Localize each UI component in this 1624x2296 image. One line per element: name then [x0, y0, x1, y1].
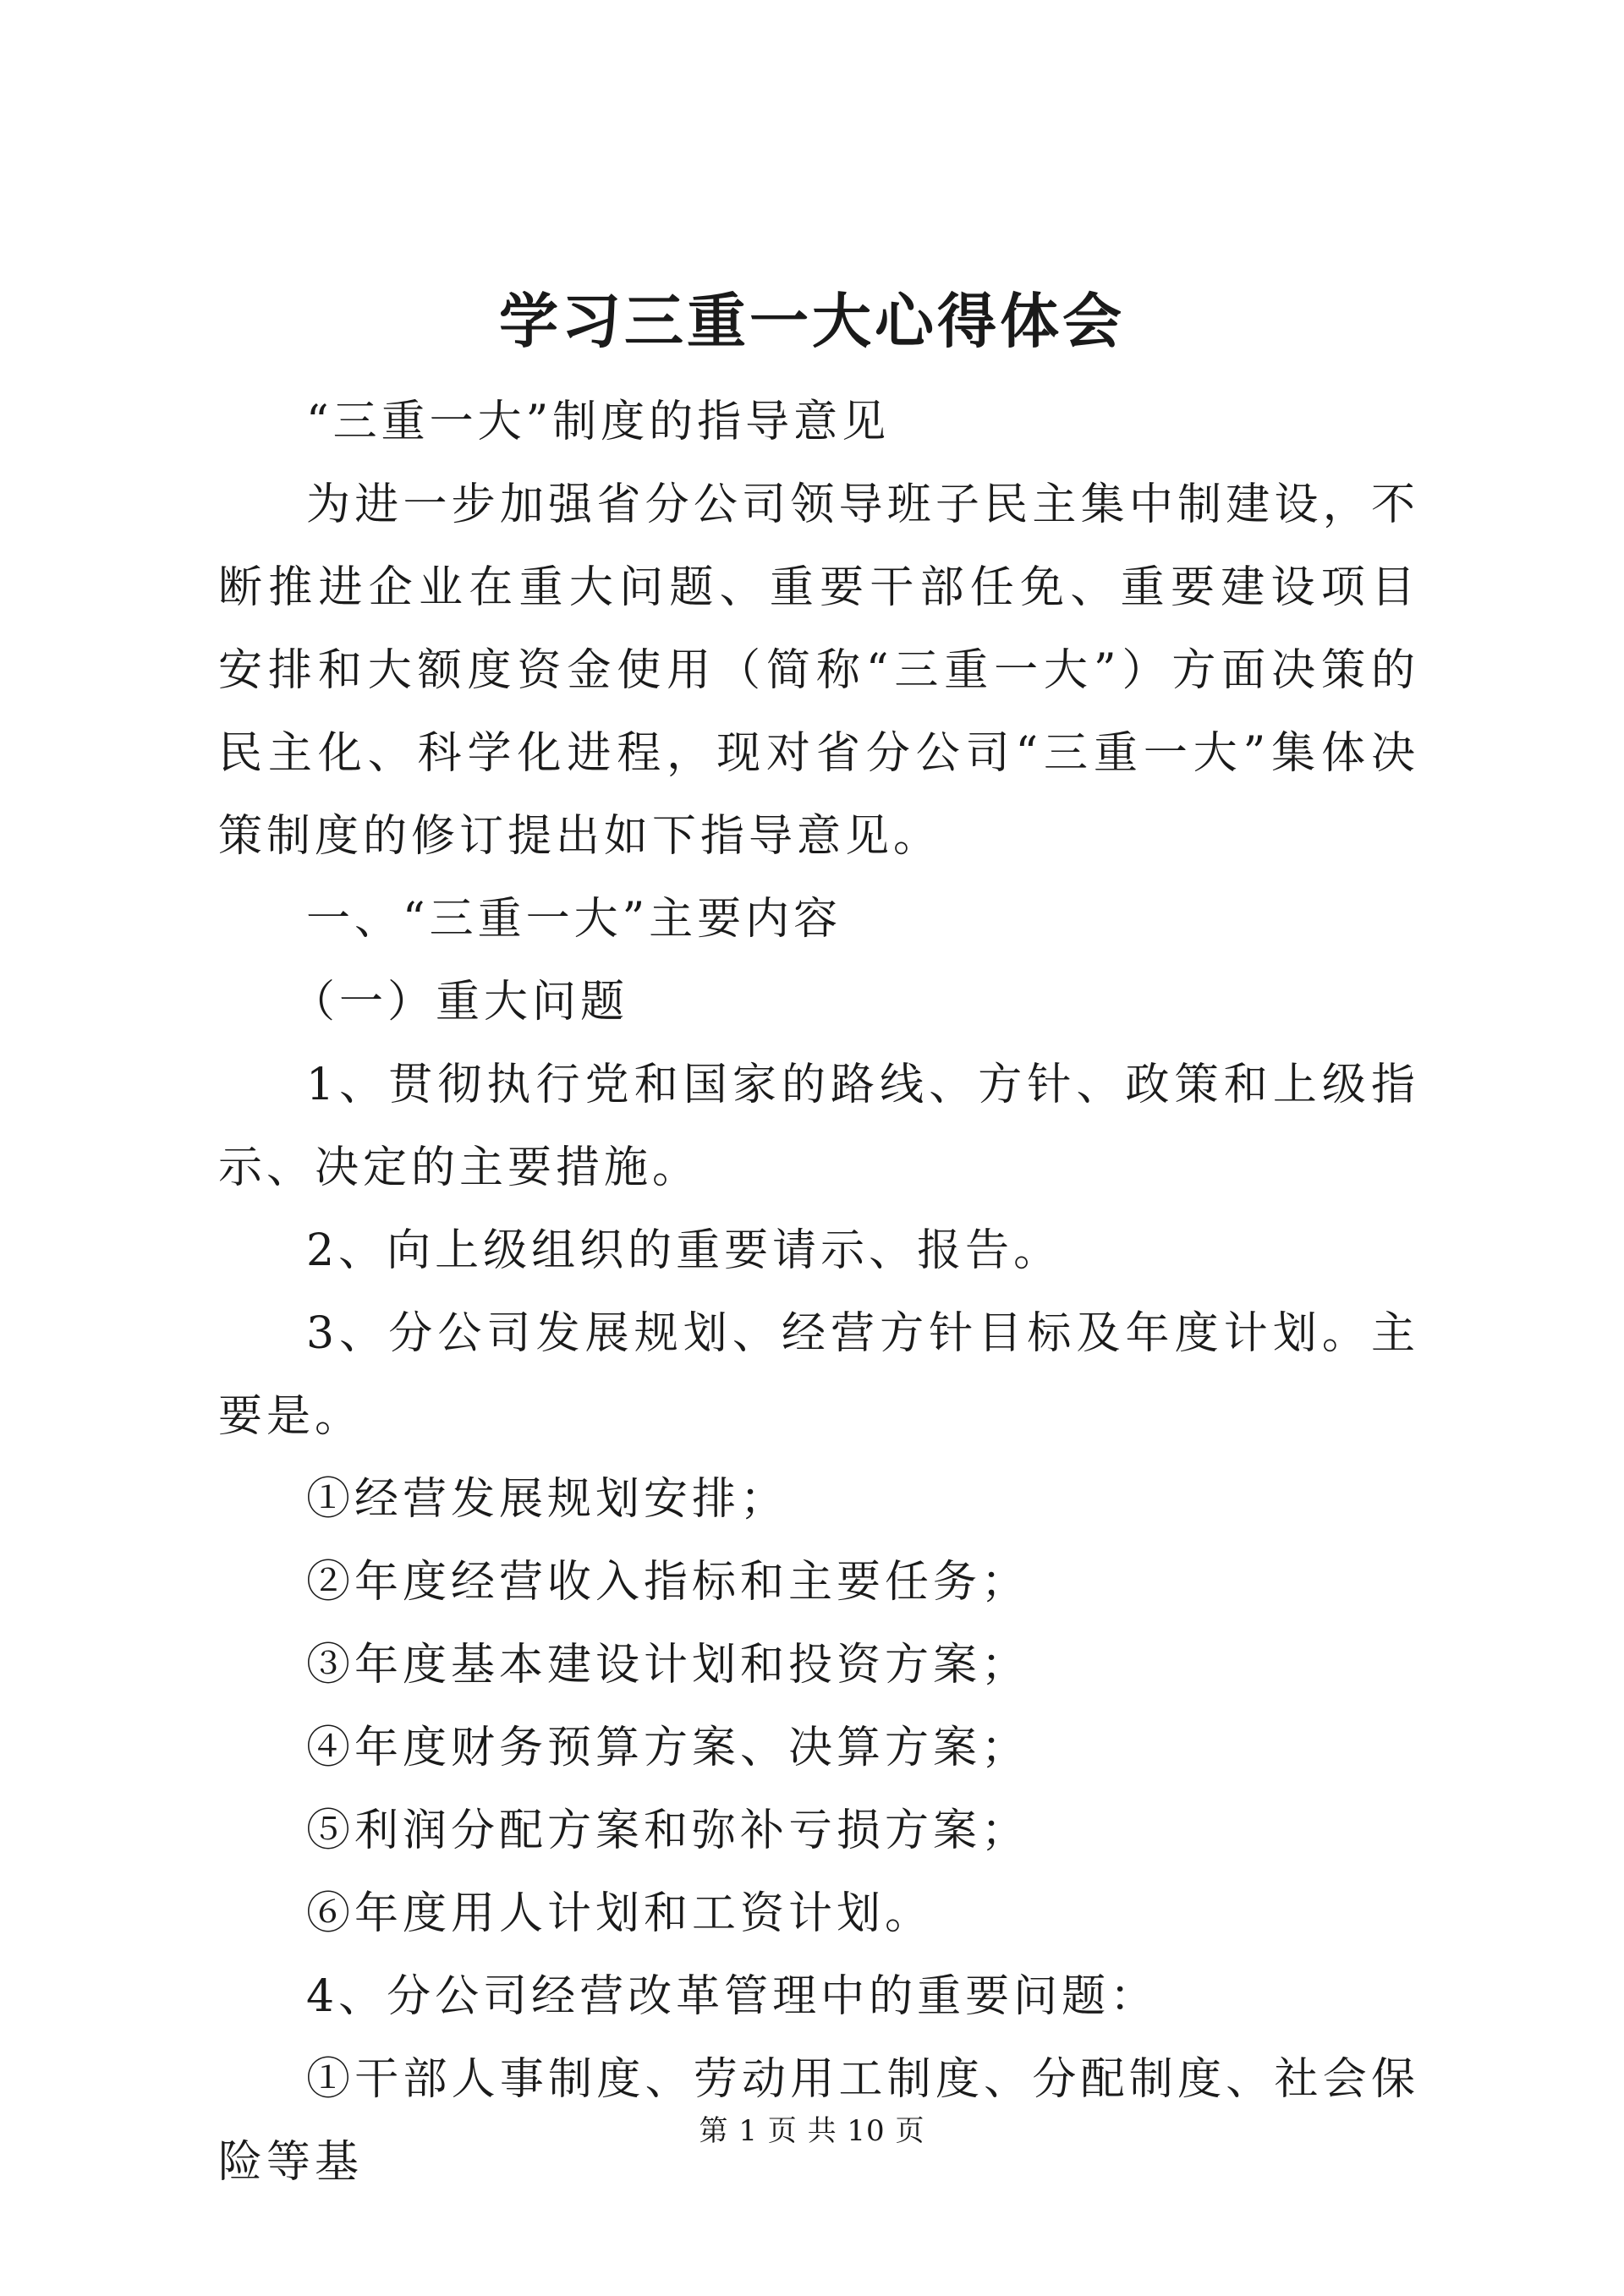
subsection-heading: （一）重大问题 — [291, 977, 629, 1027]
list-item: ②年度经营收入指标和主要任务； — [306, 1557, 1030, 1608]
list-item: 3、分公司发展规划、经营方针目标及年度计划。主要是。 — [218, 1308, 1419, 1442]
list-item: ①干部人事制度、劳动用工制度、分配制度、社会保险等基 — [218, 2054, 1419, 2188]
list-item: ⑤利润分配方案和弥补亏损方案； — [306, 1806, 1030, 1856]
paragraph-heading: “三重一大”制度的指导意见 — [306, 397, 891, 447]
document-title: 学习三重一大心得体会 — [499, 286, 1125, 356]
list-item: 1、贯彻执行党和国家的路线、方针、政策和上级指示、决定的主要措施。 — [218, 1060, 1419, 1193]
paragraph-intro: 为进一步加强省分公司领导班子民主集中制建设，不断推进企业在重大问题、重要干部任免、重要建设项目安排和大额度资金使用（简称“三重一大”）方面决策的民主化、科学化进程，现对省分公司“三重一大”集体决策制度的修订提出如下指导意见。 — [218, 479, 1419, 862]
list-item: ④年度财务预算方案、决算方案； — [306, 1723, 1030, 1773]
list-item: 4、分公司经营改革管理中的重要问题： — [306, 1971, 1159, 2022]
list-item: ⑥年度用人计划和工资计划。 — [306, 1888, 934, 1939]
section-heading: 一、“三重一大”主要内容 — [306, 894, 842, 945]
document-body — [218, 381, 1419, 2204]
list-item: 2、向上级组织的重要请示、报告。 — [306, 1225, 1062, 1276]
list-item: ①经营发展规划安排； — [306, 1474, 789, 1525]
page-footer: 第 1 页 共 10 页 — [699, 2114, 925, 2148]
list-item: ③年度基本建设计划和投资方案； — [306, 1640, 1030, 1690]
